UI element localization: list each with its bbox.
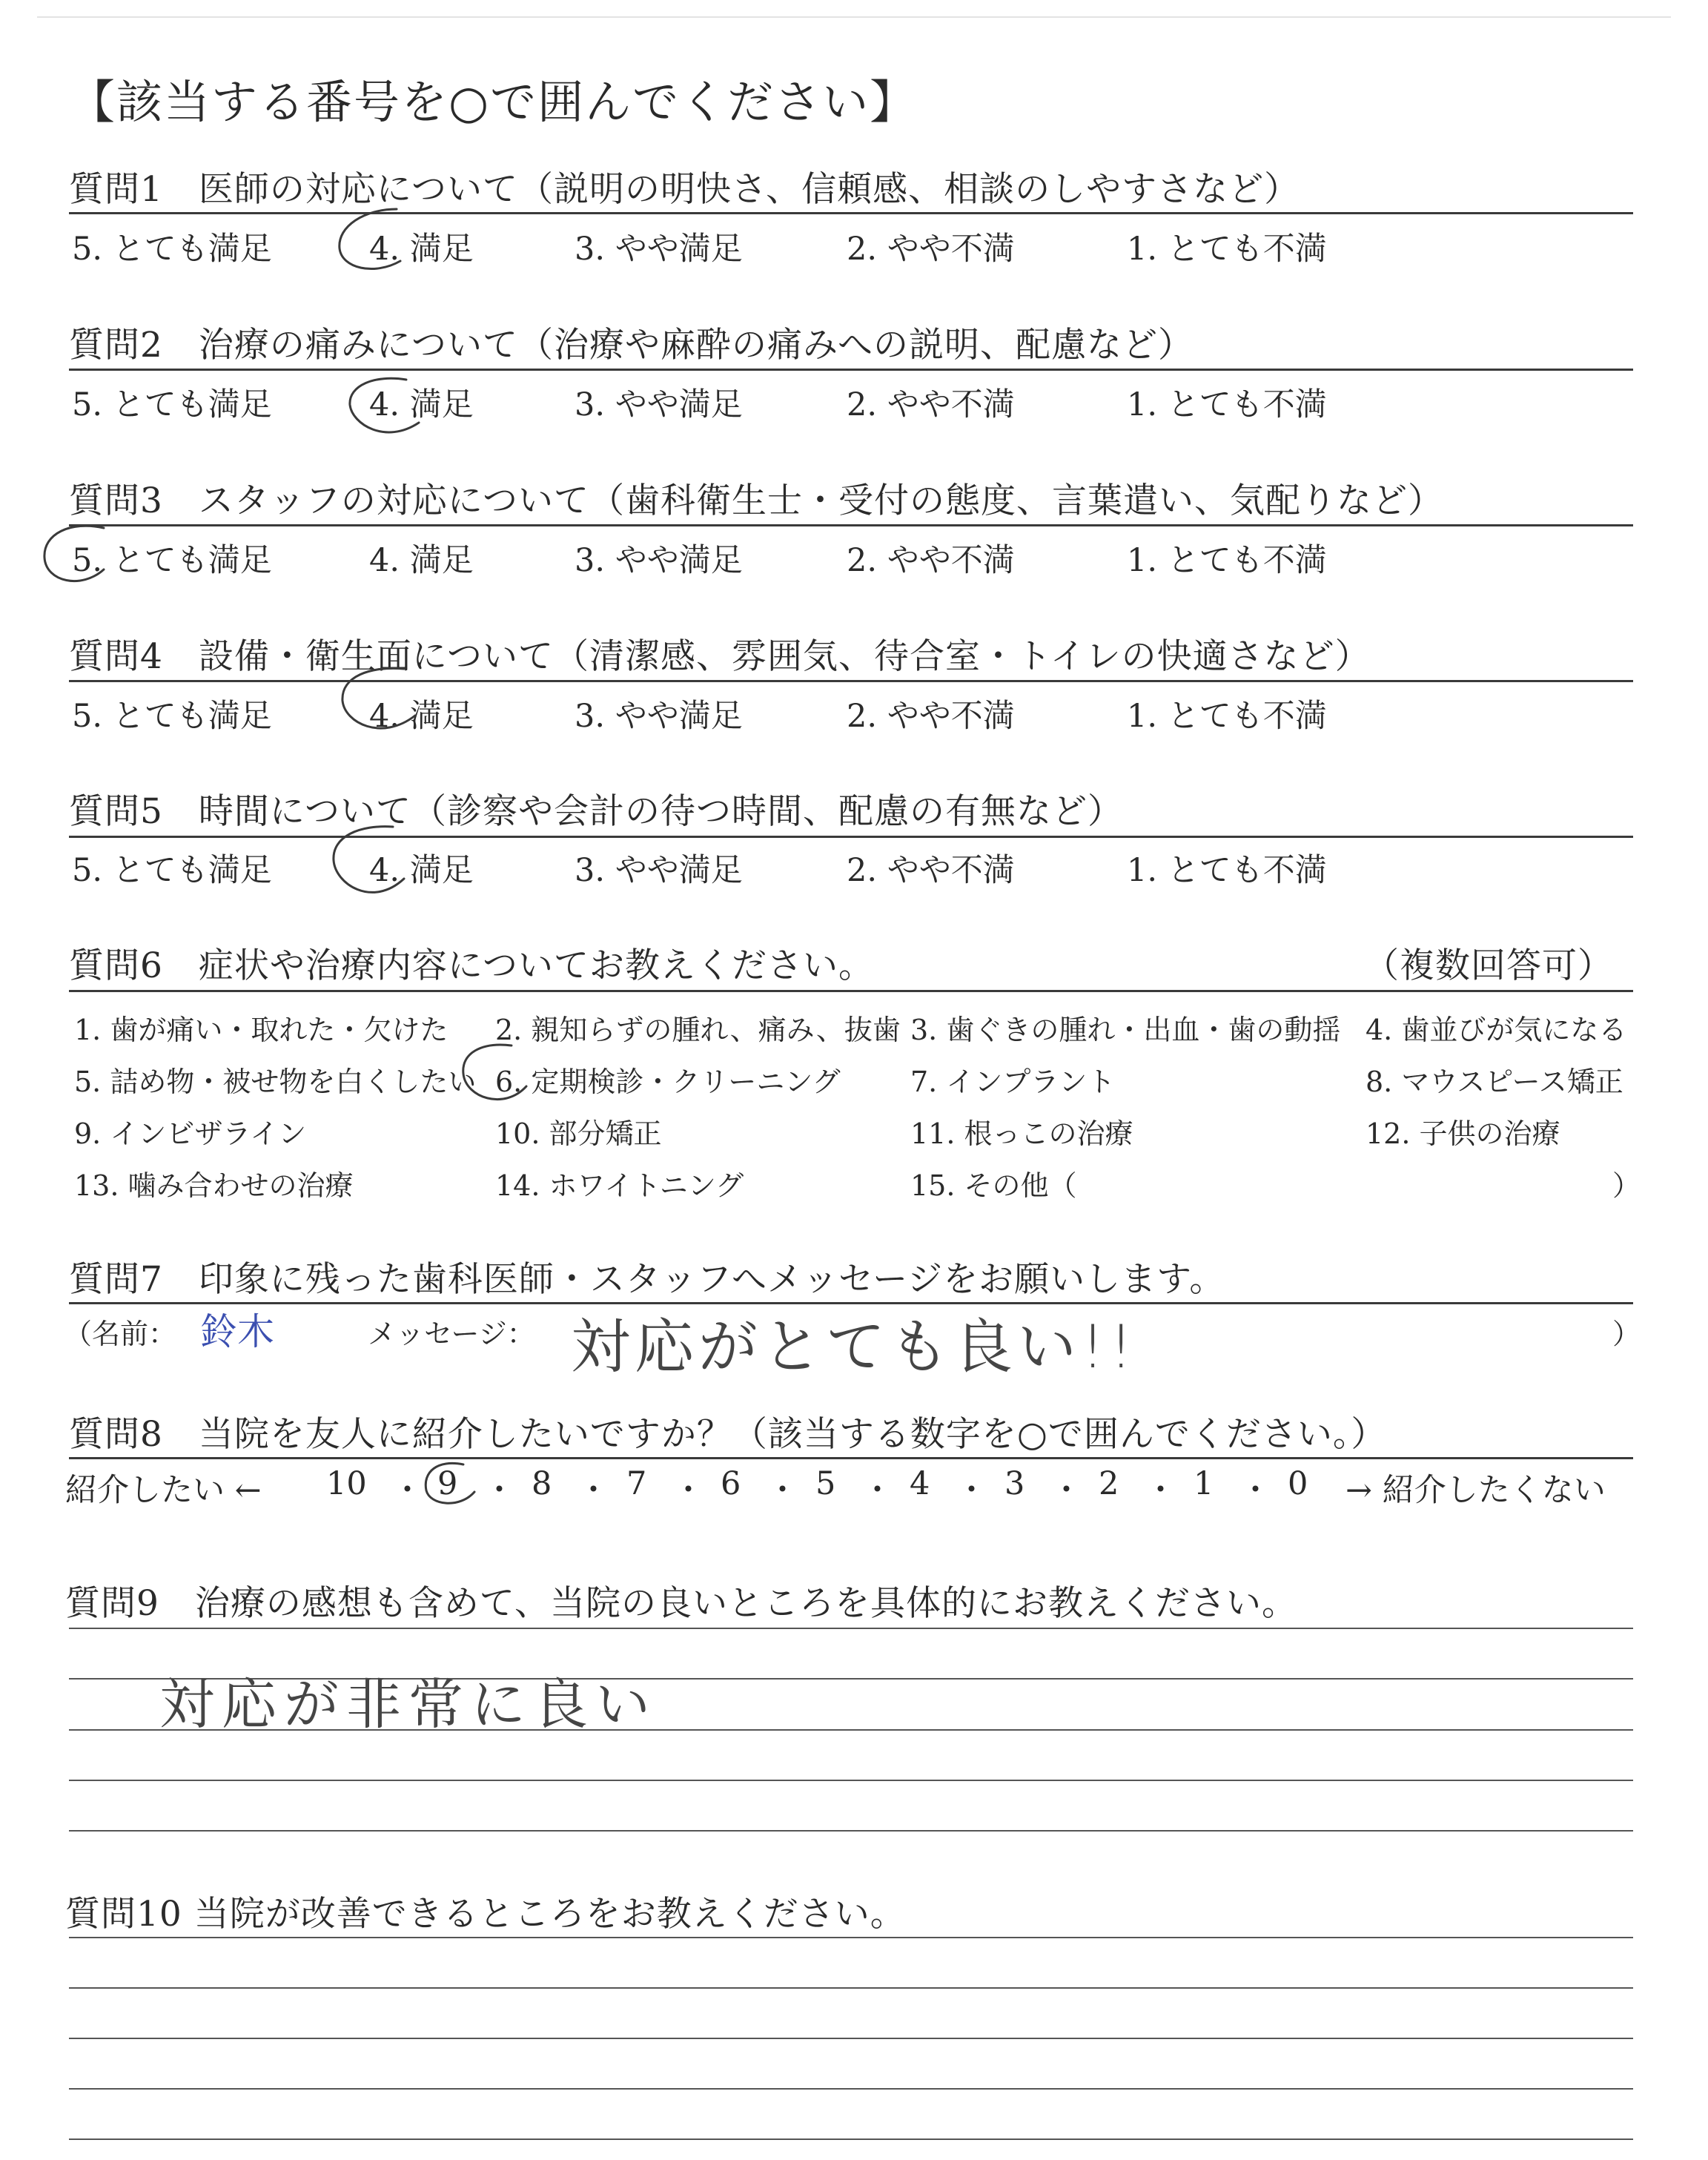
q6-opt-2[interactable]: 2. 親知らずの腫れ、痛み、抜歯	[495, 1014, 901, 1046]
q8-scale-9[interactable]: 9	[437, 1465, 458, 1502]
q5-opt-3[interactable]: 3. やや満足	[575, 852, 743, 889]
q6-opt-10[interactable]: 10. 部分矯正	[495, 1117, 662, 1150]
q6-opt-4[interactable]: 4. 歯並びが気になる	[1366, 1014, 1627, 1046]
q8-dot: ・	[861, 1472, 893, 1509]
q7-title: 質問7 印象に残った歯科医師・スタッフへメッセージをお願いします。	[69, 1259, 1225, 1300]
q10-line-1	[69, 1937, 1633, 1938]
q5-title: 質問5 時間について（診察や会計の待つ時間、配慮の有無など）	[69, 791, 1123, 832]
q8-right-label: → 紹介したくない	[1345, 1472, 1606, 1509]
q6-opt-14[interactable]: 14. ホワイトニング	[495, 1169, 744, 1202]
q8-dot: ・	[483, 1472, 515, 1509]
q1-rule	[69, 212, 1633, 214]
page-top-edge	[37, 16, 1671, 18]
q3-opt-1[interactable]: 1. とても不満	[1127, 542, 1327, 579]
q2-opt-1[interactable]: 1. とても不満	[1127, 386, 1327, 423]
q2-opt-4[interactable]: 4. 満足	[369, 386, 474, 423]
q8-dot: ・	[956, 1472, 987, 1509]
q3-opt-4[interactable]: 4. 満足	[369, 542, 474, 579]
q6-opt-11[interactable]: 11. 根っこの治療	[910, 1117, 1133, 1150]
q4-opt-5[interactable]: 5. とても満足	[72, 698, 272, 735]
q8-scale-1[interactable]: 1	[1194, 1465, 1214, 1502]
q10-line-4	[69, 2088, 1633, 2090]
q8-scale-3[interactable]: 3	[1004, 1465, 1025, 1502]
q10-line-2	[69, 1987, 1633, 1989]
q10-title: 質問10 当院が改善できるところをお教えください。	[65, 1894, 906, 1935]
q5-opt-1[interactable]: 1. とても不満	[1127, 852, 1327, 889]
q5-opt-5[interactable]: 5. とても満足	[72, 852, 272, 889]
q1-opt-4[interactable]: 4. 満足	[369, 231, 474, 268]
q3-opt-3[interactable]: 3. やや満足	[575, 542, 743, 579]
q3-title: 質問3 スタッフの対応について（歯科衛生士・受付の態度、言葉遣い、気配りなど）	[69, 480, 1443, 521]
q1-opt-2[interactable]: 2. やや不満	[847, 231, 1015, 268]
q4-rule	[69, 680, 1633, 682]
q8-title: 質問8 当院を友人に紹介したいですか？（該当する数字を○で囲んでください。）	[69, 1414, 1387, 1455]
q3-opt-5[interactable]: 5. とても満足	[72, 542, 272, 579]
q8-scale-4[interactable]: 4	[910, 1465, 930, 1502]
q6-note: （複数回答可）	[1364, 945, 1613, 986]
q8-scale-8[interactable]: 8	[532, 1465, 552, 1502]
q6-title: 質問6 症状や治療内容についてお教えください。	[69, 945, 874, 986]
q1-opt-1[interactable]: 1. とても不満	[1127, 231, 1327, 268]
q8-left-label: 紹介したい ←	[65, 1472, 262, 1509]
q6-opt-3[interactable]: 3. 歯ぐきの腫れ・出血・歯の動揺	[910, 1014, 1341, 1046]
q6-rule	[69, 990, 1633, 992]
q7-name-value[interactable]: 鈴木	[200, 1310, 274, 1353]
q8-scale-7[interactable]: 7	[626, 1465, 647, 1502]
q8-dot: ・	[1050, 1472, 1082, 1509]
q10-line-3	[69, 2038, 1633, 2039]
q8-dot: ・	[577, 1472, 609, 1509]
q8-dot: ・	[1145, 1472, 1176, 1509]
q4-opt-3[interactable]: 3. やや満足	[575, 698, 743, 735]
q2-opt-3[interactable]: 3. やや満足	[575, 386, 743, 423]
q9-answer[interactable]: 対応が非常に良い	[159, 1673, 658, 1737]
q8-dot: ・	[767, 1472, 798, 1509]
q5-rule	[69, 836, 1633, 838]
q8-dot: ・	[672, 1472, 704, 1509]
q8-dot: ・	[391, 1472, 423, 1509]
q4-opt-4[interactable]: 4. 満足	[369, 698, 474, 735]
q1-opt-3[interactable]: 3. やや満足	[575, 231, 743, 268]
q3-rule	[69, 524, 1633, 526]
q6-opt-12[interactable]: 12. 子供の治療	[1366, 1117, 1560, 1150]
q8-dot: ・	[1239, 1472, 1271, 1509]
q9-line-4	[69, 1780, 1633, 1781]
q6-opt-8[interactable]: 8. マウスピース矯正	[1366, 1066, 1623, 1098]
q10-line-5	[69, 2138, 1633, 2140]
q2-opt-5[interactable]: 5. とても満足	[72, 386, 272, 423]
q6-opt-1[interactable]: 1. 歯が痛い・取れた・欠けた	[74, 1014, 448, 1046]
q6-opt-6[interactable]: 6. 定期検診・クリーニング	[495, 1066, 841, 1098]
q1-title: 質問1 医師の対応について（説明の明快さ、信頼感、相談のしやすさなど）	[69, 169, 1300, 210]
q4-opt-1[interactable]: 1. とても不満	[1127, 698, 1327, 735]
q6-opt-7[interactable]: 7. インプラント	[910, 1066, 1116, 1098]
instruction-header: 【該当する番号を○で囲んでください】	[69, 75, 918, 129]
q6-opt-15[interactable]: 15. その他（	[910, 1169, 1077, 1202]
q7-message-value[interactable]: 対応がとても良い!!	[571, 1312, 1138, 1381]
q9-title: 質問9 治療の感想も含めて、当院の良いところを具体的にお教えください。	[65, 1583, 1297, 1624]
q2-rule	[69, 369, 1633, 371]
q6-opt-9[interactable]: 9. インビザライン	[74, 1117, 307, 1150]
q7-close: ）	[1612, 1318, 1641, 1350]
q1-opt-5[interactable]: 5. とても満足	[72, 231, 272, 268]
q7-message-label: メッセージ：	[368, 1318, 535, 1350]
q5-opt-4[interactable]: 4. 満足	[369, 852, 474, 889]
q4-title: 質問4 設備・衛生面について（清潔感、雰囲気、待合室・トイレの快適さなど）	[69, 636, 1371, 677]
q8-scale-6[interactable]: 6	[721, 1465, 741, 1502]
q8-rule	[69, 1457, 1633, 1459]
q9-line-1	[69, 1628, 1633, 1629]
q6-opt-13[interactable]: 13. 噛み合わせの治療	[74, 1169, 354, 1202]
q3-opt-2[interactable]: 2. やや不満	[847, 542, 1015, 579]
q2-opt-2[interactable]: 2. やや不満	[847, 386, 1015, 423]
q2-title: 質問2 治療の痛みについて（治療や麻酔の痛みへの説明、配慮など）	[69, 325, 1194, 366]
q6-opt-5[interactable]: 5. 詰め物・被せ物を白くしたい	[74, 1066, 477, 1098]
q9-line-5	[69, 1830, 1633, 1832]
q7-name-label: （名前：	[64, 1318, 177, 1350]
q8-scale-10[interactable]: 10	[326, 1465, 367, 1502]
q6-opt-15-close: ）	[1612, 1169, 1641, 1202]
q5-opt-2[interactable]: 2. やや不満	[847, 852, 1015, 889]
q4-opt-2[interactable]: 2. やや不満	[847, 698, 1015, 735]
q8-scale-0[interactable]: 0	[1288, 1465, 1308, 1502]
q8-scale-2[interactable]: 2	[1099, 1465, 1119, 1502]
q8-scale-5[interactable]: 5	[815, 1465, 836, 1502]
